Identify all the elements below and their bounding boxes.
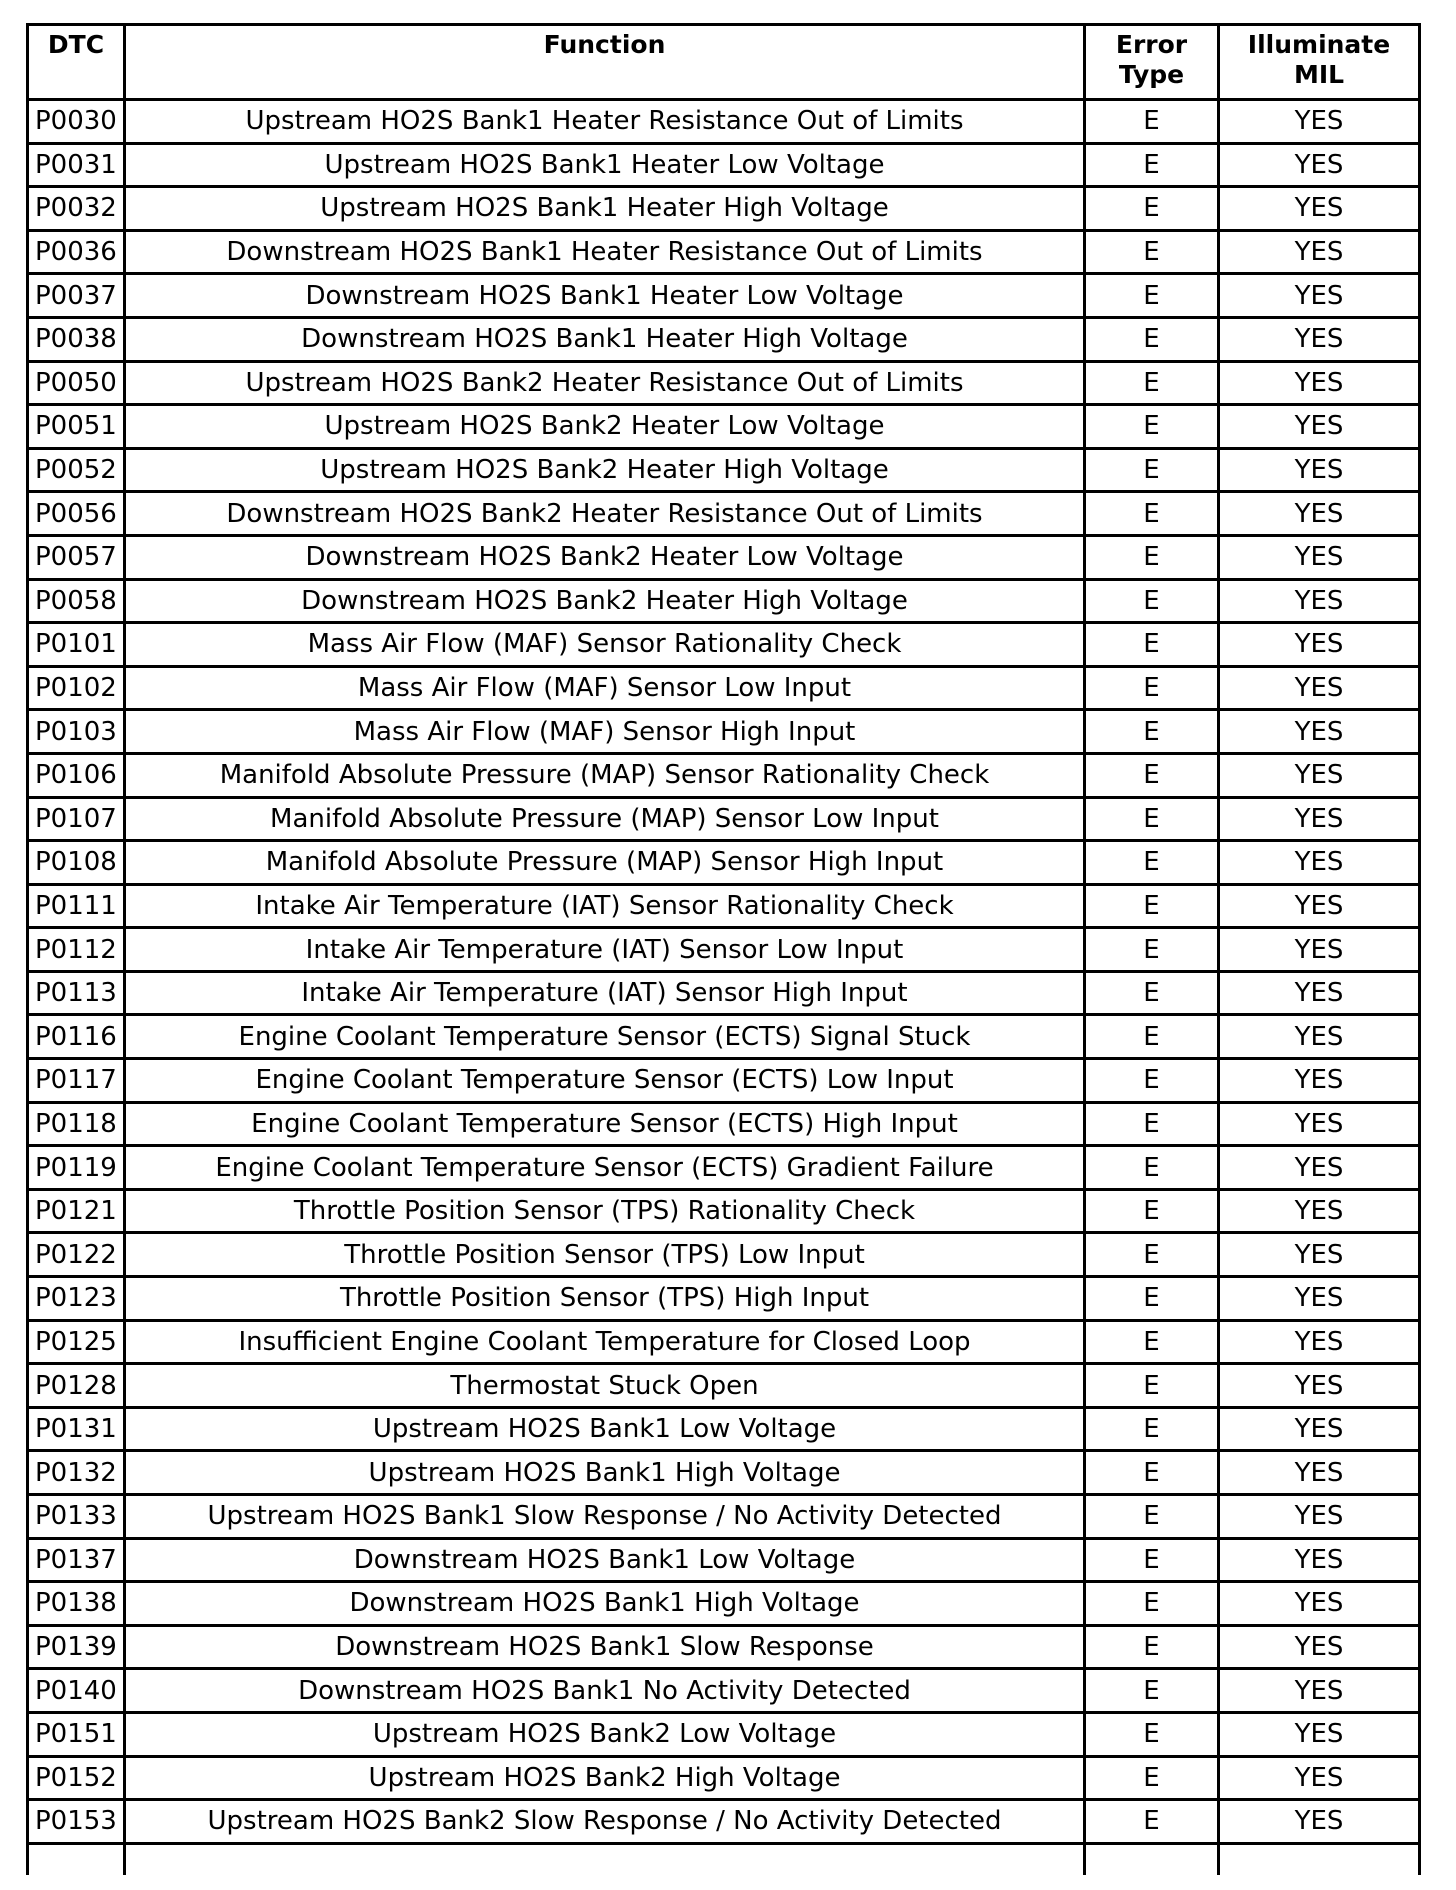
mil-cell: YES — [1219, 1495, 1420, 1539]
header-illuminate-mil: Illuminate MIL — [1219, 25, 1420, 100]
table-row — [28, 143, 1420, 187]
table-row — [28, 317, 1420, 361]
table-row — [28, 1277, 1420, 1321]
dtc-cell: P0036 — [28, 230, 125, 274]
function-cell: Intake Air Temperature (IAT) Sensor Rationality Check — [125, 884, 1085, 928]
mil-cell: YES — [1219, 535, 1420, 579]
table-row — [28, 100, 1420, 144]
header-row — [28, 25, 1420, 100]
error-type-cell: E — [1085, 317, 1219, 361]
function-cell: Mass Air Flow (MAF) Sensor Low Input — [125, 666, 1085, 710]
mil-cell: YES — [1219, 1625, 1420, 1669]
error-type-cell: E — [1085, 1059, 1219, 1103]
empty-cell — [28, 1843, 125, 1875]
error-type-cell: E — [1085, 1364, 1219, 1408]
mil-cell: YES — [1219, 492, 1420, 536]
mil-cell: YES — [1219, 1146, 1420, 1190]
table-row — [28, 753, 1420, 797]
dtc-cell: P0038 — [28, 317, 125, 361]
blank-row — [28, 1843, 1420, 1875]
mil-cell: YES — [1219, 187, 1420, 231]
header-dtc: DTC — [28, 25, 125, 100]
error-type-cell: E — [1085, 1669, 1219, 1713]
function-cell: Intake Air Temperature (IAT) Sensor High Input — [125, 971, 1085, 1015]
table-row — [28, 274, 1420, 318]
dtc-cell: P0102 — [28, 666, 125, 710]
dtc-cell: P0032 — [28, 187, 125, 231]
dtc-cell: P0107 — [28, 797, 125, 841]
error-type-cell: E — [1085, 884, 1219, 928]
table-row — [28, 928, 1420, 972]
function-cell: Engine Coolant Temperature Sensor (ECTS) Low Input — [125, 1059, 1085, 1103]
mil-cell: YES — [1219, 1189, 1420, 1233]
empty-cell — [1085, 1843, 1219, 1875]
function-cell: Mass Air Flow (MAF) Sensor High Input — [125, 710, 1085, 754]
function-cell: Downstream HO2S Bank2 Heater Low Voltage — [125, 535, 1085, 579]
error-type-cell: E — [1085, 405, 1219, 449]
table-row — [28, 1059, 1420, 1103]
mil-cell: YES — [1219, 666, 1420, 710]
mil-cell: YES — [1219, 971, 1420, 1015]
error-type-cell: E — [1085, 1320, 1219, 1364]
mil-cell: YES — [1219, 100, 1420, 144]
mil-cell: YES — [1219, 1277, 1420, 1321]
function-cell: Intake Air Temperature (IAT) Sensor Low Input — [125, 928, 1085, 972]
mil-cell: YES — [1219, 1102, 1420, 1146]
function-cell: Downstream HO2S Bank2 Heater High Voltage — [125, 579, 1085, 623]
dtc-cell: P0112 — [28, 928, 125, 972]
table-row — [28, 1712, 1420, 1756]
table-row — [28, 187, 1420, 231]
dtc-cell: P0139 — [28, 1625, 125, 1669]
dtc-cell: P0131 — [28, 1407, 125, 1451]
error-type-cell: E — [1085, 623, 1219, 667]
mil-cell: YES — [1219, 1451, 1420, 1495]
function-cell: Downstream HO2S Bank1 Slow Response — [125, 1625, 1085, 1669]
error-type-cell: E — [1085, 1625, 1219, 1669]
error-type-cell: E — [1085, 361, 1219, 405]
mil-cell: YES — [1219, 230, 1420, 274]
table-row — [28, 405, 1420, 449]
dtc-cell: P0132 — [28, 1451, 125, 1495]
dtc-cell: P0113 — [28, 971, 125, 1015]
mil-cell: YES — [1219, 448, 1420, 492]
error-type-cell: E — [1085, 710, 1219, 754]
dtc-table — [26, 23, 1421, 1875]
dtc-cell: P0051 — [28, 405, 125, 449]
table-row — [28, 1015, 1420, 1059]
mil-cell: YES — [1219, 143, 1420, 187]
function-cell: Upstream HO2S Bank2 Slow Response / No Activity Detected — [125, 1800, 1085, 1844]
table-row — [28, 230, 1420, 274]
error-type-cell: E — [1085, 1146, 1219, 1190]
dtc-cell: P0128 — [28, 1364, 125, 1408]
mil-cell: YES — [1219, 274, 1420, 318]
mil-cell: YES — [1219, 317, 1420, 361]
function-cell: Throttle Position Sensor (TPS) High Input — [125, 1277, 1085, 1321]
table-row — [28, 1364, 1420, 1408]
table-row — [28, 971, 1420, 1015]
mil-cell: YES — [1219, 579, 1420, 623]
dtc-cell: P0037 — [28, 274, 125, 318]
function-cell: Throttle Position Sensor (TPS) Rationality Check — [125, 1189, 1085, 1233]
function-cell: Upstream HO2S Bank2 High Voltage — [125, 1756, 1085, 1800]
error-type-cell: E — [1085, 1538, 1219, 1582]
header-error-type: Error Type — [1085, 25, 1219, 100]
table-row — [28, 361, 1420, 405]
function-cell: Upstream HO2S Bank1 Heater Low Voltage — [125, 143, 1085, 187]
function-cell: Downstream HO2S Bank1 Low Voltage — [125, 1538, 1085, 1582]
function-cell: Downstream HO2S Bank1 No Activity Detected — [125, 1669, 1085, 1713]
mil-cell: YES — [1219, 1059, 1420, 1103]
function-cell: Upstream HO2S Bank2 Low Voltage — [125, 1712, 1085, 1756]
function-cell: Upstream HO2S Bank2 Heater High Voltage — [125, 448, 1085, 492]
dtc-cell: P0152 — [28, 1756, 125, 1800]
function-cell: Upstream HO2S Bank2 Heater Resistance Out of Limits — [125, 361, 1085, 405]
error-type-cell: E — [1085, 1015, 1219, 1059]
table-row — [28, 1451, 1420, 1495]
error-type-cell: E — [1085, 1495, 1219, 1539]
mil-cell: YES — [1219, 841, 1420, 885]
function-cell: Manifold Absolute Pressure (MAP) Sensor Low Input — [125, 797, 1085, 841]
error-type-cell: E — [1085, 1712, 1219, 1756]
table-row — [28, 579, 1420, 623]
error-type-cell: E — [1085, 274, 1219, 318]
table-row — [28, 448, 1420, 492]
header-function: Function — [125, 25, 1085, 100]
function-cell: Engine Coolant Temperature Sensor (ECTS) High Input — [125, 1102, 1085, 1146]
dtc-cell: P0103 — [28, 710, 125, 754]
dtc-cell: P0116 — [28, 1015, 125, 1059]
empty-cell — [1219, 1843, 1420, 1875]
dtc-cell: P0122 — [28, 1233, 125, 1277]
dtc-cell: P0057 — [28, 535, 125, 579]
mil-cell: YES — [1219, 1800, 1420, 1844]
error-type-cell: E — [1085, 797, 1219, 841]
table-header — [28, 25, 1420, 100]
function-cell: Upstream HO2S Bank1 High Voltage — [125, 1451, 1085, 1495]
mil-cell: YES — [1219, 884, 1420, 928]
dtc-cell: P0108 — [28, 841, 125, 885]
mil-cell: YES — [1219, 405, 1420, 449]
error-type-cell: E — [1085, 1756, 1219, 1800]
mil-cell: YES — [1219, 623, 1420, 667]
error-type-cell: E — [1085, 143, 1219, 187]
table-row — [28, 1102, 1420, 1146]
table-row — [28, 884, 1420, 928]
dtc-cell: P0052 — [28, 448, 125, 492]
error-type-cell: E — [1085, 100, 1219, 144]
mil-cell: YES — [1219, 361, 1420, 405]
dtc-cell: P0111 — [28, 884, 125, 928]
error-type-cell: E — [1085, 666, 1219, 710]
function-cell: Thermostat Stuck Open — [125, 1364, 1085, 1408]
dtc-cell: P0151 — [28, 1712, 125, 1756]
dtc-cell: P0140 — [28, 1669, 125, 1713]
mil-cell: YES — [1219, 1669, 1420, 1713]
dtc-cell: P0056 — [28, 492, 125, 536]
error-type-cell: E — [1085, 1407, 1219, 1451]
function-cell: Manifold Absolute Pressure (MAP) Sensor Rationality Check — [125, 753, 1085, 797]
error-type-cell: E — [1085, 448, 1219, 492]
error-type-cell: E — [1085, 1582, 1219, 1626]
dtc-cell: P0118 — [28, 1102, 125, 1146]
table-row — [28, 666, 1420, 710]
error-type-cell: E — [1085, 1277, 1219, 1321]
dtc-cell: P0058 — [28, 579, 125, 623]
error-type-cell: E — [1085, 187, 1219, 231]
error-type-cell: E — [1085, 841, 1219, 885]
dtc-cell: P0031 — [28, 143, 125, 187]
table-row — [28, 1538, 1420, 1582]
error-type-cell: E — [1085, 535, 1219, 579]
dtc-cell: P0123 — [28, 1277, 125, 1321]
dtc-cell: P0125 — [28, 1320, 125, 1364]
function-cell: Throttle Position Sensor (TPS) Low Input — [125, 1233, 1085, 1277]
dtc-cell: P0137 — [28, 1538, 125, 1582]
table-row — [28, 1800, 1420, 1844]
table-row — [28, 492, 1420, 536]
error-type-cell: E — [1085, 928, 1219, 972]
mil-cell: YES — [1219, 1538, 1420, 1582]
function-cell: Engine Coolant Temperature Sensor (ECTS) Signal Stuck — [125, 1015, 1085, 1059]
function-cell: Downstream HO2S Bank1 Heater Low Voltage — [125, 274, 1085, 318]
mil-cell: YES — [1219, 928, 1420, 972]
table-body — [28, 100, 1420, 1875]
table-row — [28, 1756, 1420, 1800]
error-type-cell: E — [1085, 230, 1219, 274]
function-cell: Downstream HO2S Bank2 Heater Resistance Out of Limits — [125, 492, 1085, 536]
error-type-cell: E — [1085, 579, 1219, 623]
table-row — [28, 1625, 1420, 1669]
table-row — [28, 1669, 1420, 1713]
function-cell: Manifold Absolute Pressure (MAP) Sensor High Input — [125, 841, 1085, 885]
error-type-cell: E — [1085, 492, 1219, 536]
mil-cell: YES — [1219, 1320, 1420, 1364]
table-row — [28, 623, 1420, 667]
mil-cell: YES — [1219, 1015, 1420, 1059]
error-type-cell: E — [1085, 1233, 1219, 1277]
dtc-cell: P0153 — [28, 1800, 125, 1844]
error-type-cell: E — [1085, 1800, 1219, 1844]
table-row — [28, 1320, 1420, 1364]
error-type-cell: E — [1085, 1451, 1219, 1495]
table-row — [28, 1233, 1420, 1277]
dtc-cell: P0050 — [28, 361, 125, 405]
dtc-cell: P0119 — [28, 1146, 125, 1190]
dtc-cell: P0121 — [28, 1189, 125, 1233]
empty-cell — [125, 1843, 1085, 1875]
function-cell: Upstream HO2S Bank1 Slow Response / No Activity Detected — [125, 1495, 1085, 1539]
function-cell: Insufficient Engine Coolant Temperature for Closed Loop — [125, 1320, 1085, 1364]
mil-cell: YES — [1219, 1756, 1420, 1800]
function-cell: Upstream HO2S Bank2 Heater Low Voltage — [125, 405, 1085, 449]
table-row — [28, 797, 1420, 841]
table-row — [28, 1582, 1420, 1626]
function-cell: Downstream HO2S Bank1 Heater High Voltage — [125, 317, 1085, 361]
mil-cell: YES — [1219, 1407, 1420, 1451]
error-type-cell: E — [1085, 1102, 1219, 1146]
dtc-cell: P0030 — [28, 100, 125, 144]
function-cell: Downstream HO2S Bank1 Heater Resistance Out of Limits — [125, 230, 1085, 274]
table-row — [28, 1189, 1420, 1233]
error-type-cell: E — [1085, 971, 1219, 1015]
table-row — [28, 1407, 1420, 1451]
table-row — [28, 1146, 1420, 1190]
table-row — [28, 710, 1420, 754]
function-cell: Engine Coolant Temperature Sensor (ECTS) Gradient Failure — [125, 1146, 1085, 1190]
dtc-cell: P0106 — [28, 753, 125, 797]
table-row — [28, 841, 1420, 885]
mil-cell: YES — [1219, 1712, 1420, 1756]
function-cell: Upstream HO2S Bank1 Low Voltage — [125, 1407, 1085, 1451]
function-cell: Mass Air Flow (MAF) Sensor Rationality Check — [125, 623, 1085, 667]
function-cell: Upstream HO2S Bank1 Heater High Voltage — [125, 187, 1085, 231]
dtc-cell: P0101 — [28, 623, 125, 667]
table-row — [28, 1495, 1420, 1539]
dtc-cell: P0138 — [28, 1582, 125, 1626]
error-type-cell: E — [1085, 1189, 1219, 1233]
mil-cell: YES — [1219, 1233, 1420, 1277]
mil-cell: YES — [1219, 753, 1420, 797]
mil-cell: YES — [1219, 710, 1420, 754]
dtc-cell: P0117 — [28, 1059, 125, 1103]
function-cell: Downstream HO2S Bank1 High Voltage — [125, 1582, 1085, 1626]
table-row — [28, 535, 1420, 579]
dtc-cell: P0133 — [28, 1495, 125, 1539]
mil-cell: YES — [1219, 797, 1420, 841]
mil-cell: YES — [1219, 1582, 1420, 1626]
error-type-cell: E — [1085, 753, 1219, 797]
mil-cell: YES — [1219, 1364, 1420, 1408]
function-cell: Upstream HO2S Bank1 Heater Resistance Out of Limits — [125, 100, 1085, 144]
